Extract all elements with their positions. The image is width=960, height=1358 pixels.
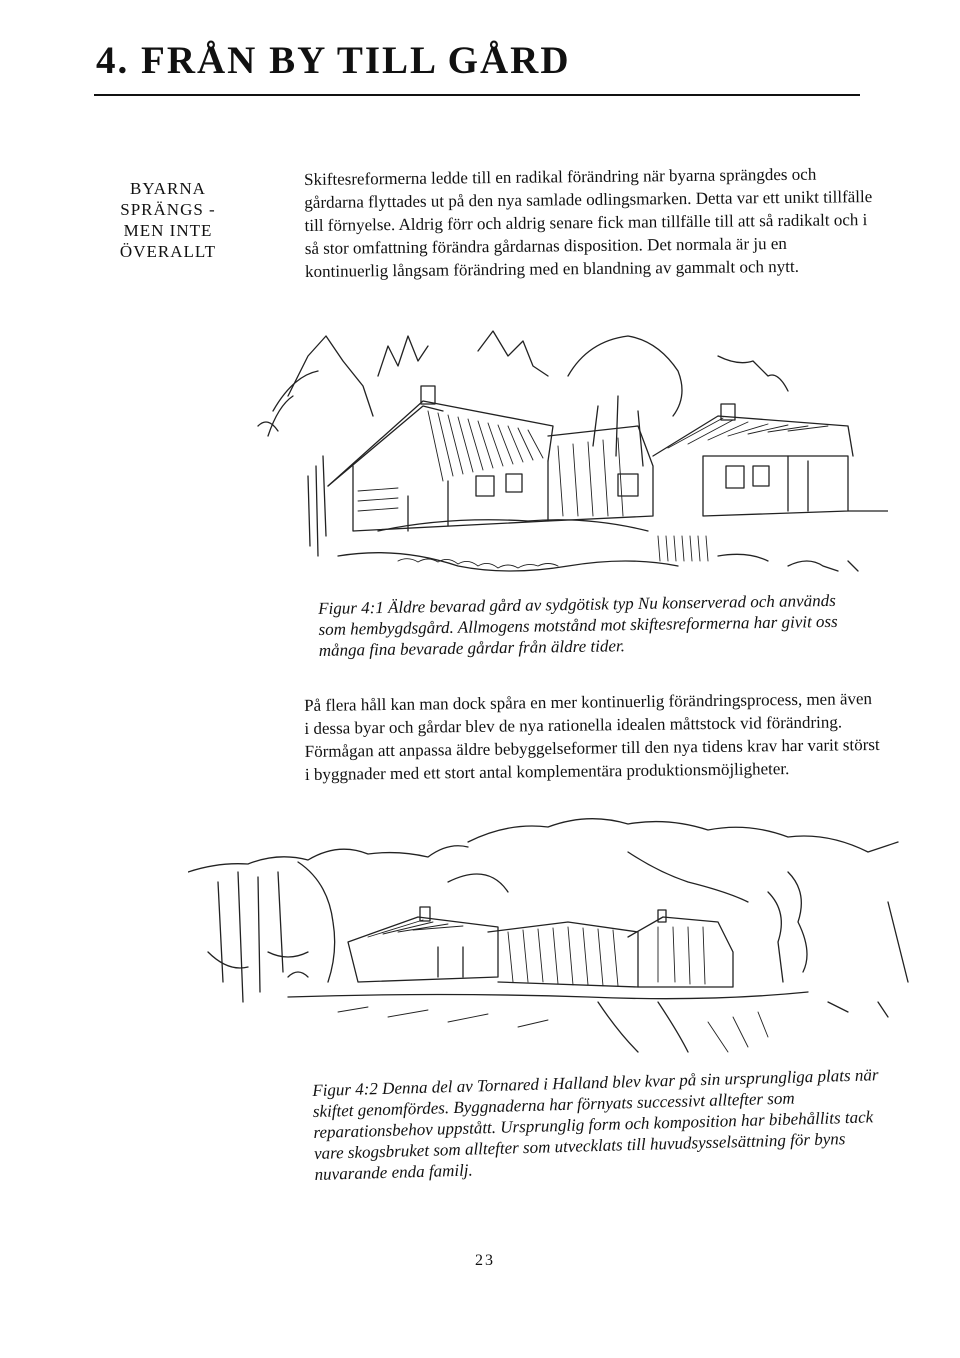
chapter-title: 4. FRÅN BY TILL GÅRD — [96, 39, 571, 82]
side-heading-line: MEN INTE — [123, 221, 213, 240]
figure-1-caption: Figur 4:1 Äldre bevarad gård av sydgötisk typ Nu konserverad och används som hembygdsgård. Allmogens motstånd mot skiftesreformerna har givit oss många fina bevarade gårdar från äldre tider. — [318, 590, 838, 660]
side-heading-line: ÖVERALLT — [119, 242, 217, 261]
title-rule — [94, 94, 860, 96]
farm-sketch-icon — [248, 316, 888, 598]
village-sketch-icon — [188, 802, 918, 1060]
figure-2-caption: Figur 4:2 Denna del av Tornared i Halland blev kvar på sin ursprungliga plats när skiftet genomfördes. Byggnaderna har förnyats successivt alltefter som reparationsbehov uppstått. Ursprunglig form och komposition har bibehållits tack vare skogsbruket som alltefter som utvecklats till huvudsysselsättning för byns nuvarande enda familj. — [312, 1065, 879, 1184]
side-heading — [108, 178, 228, 262]
intro-paragraph: Skiftesreformerna ledde till en radikal förändring när byarna sprängdes och gårdarna flyttades ut på den nya samlade odlingsmarken. Detta var ett unikt tillfälle till förnyelse. Aldrig förr och aldrig senare fick man tillfälle till att så radikalt och i så stor omfattning förändra gårdarnas disposition. Det normala är ju en kontinuerlig långsam förändring med en blandning av gammalt och nytt. — [304, 164, 873, 281]
side-heading-line: SPRÄNGS - — [120, 200, 216, 219]
side-heading-line: BYARNA — [130, 179, 206, 198]
middle-paragraph: På flera håll kan man dock spåra en mer kontinuerlig förändringsprocess, men även i dessa byar och gårdar blev de nya rationella idealen måttstock vid förändring. Förmågan att anpassa äldre bebyggelseformer till den nya tidens krav har varit störst i byggnader med ett stort antal komplementära produktionsmöjligheter. — [304, 689, 880, 784]
page-number: 23 — [475, 1252, 495, 1269]
